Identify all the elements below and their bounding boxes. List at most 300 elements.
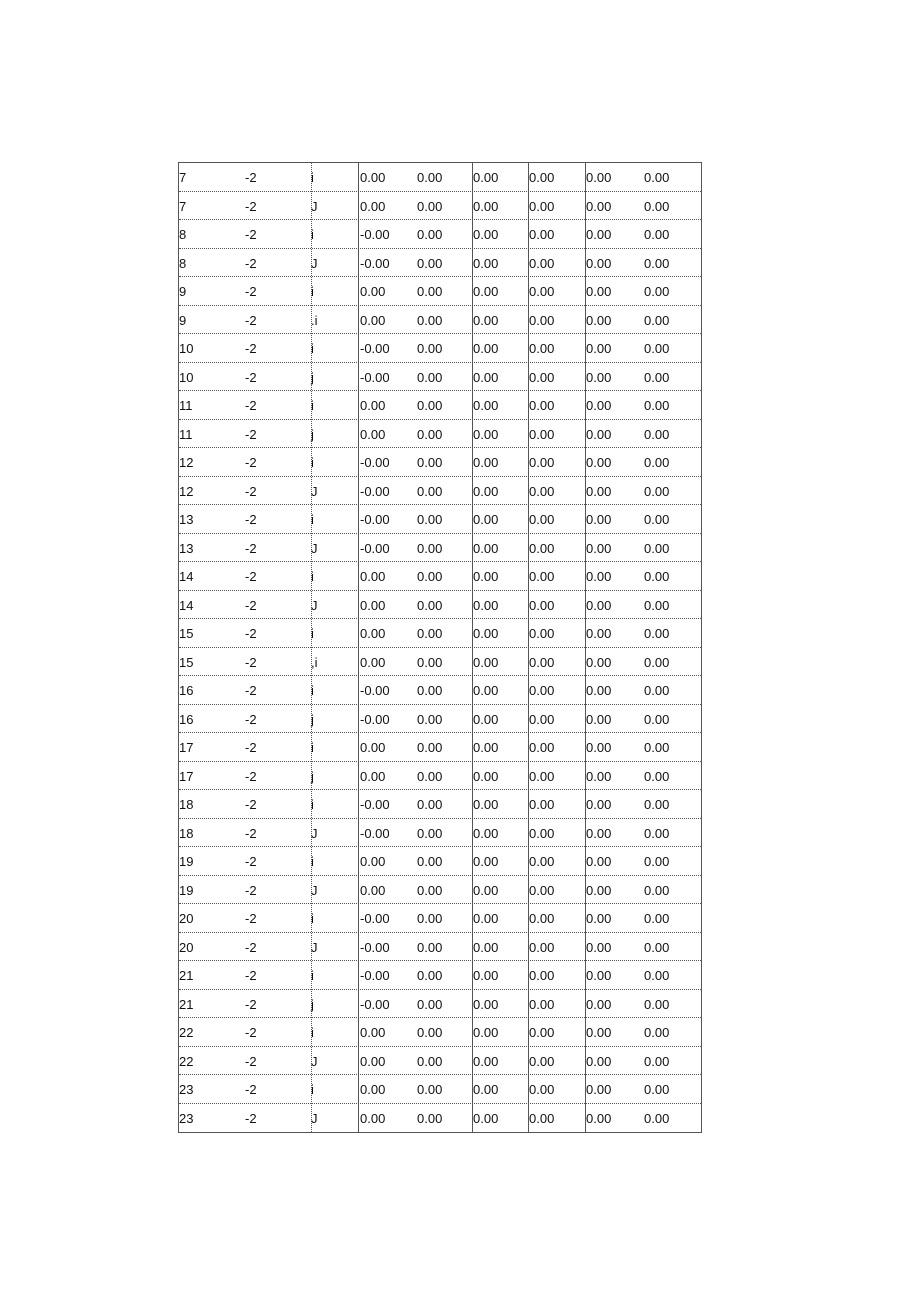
value-cell: 0.00 — [473, 312, 499, 328]
value-cell: 0.00 — [529, 1110, 555, 1126]
member-number-cell: 21 — [179, 996, 194, 1012]
value-cell: 0.00 — [360, 1053, 386, 1069]
value-cell: 0.00 — [586, 711, 612, 727]
load-case-cell: -2 — [245, 569, 257, 584]
value-cell: 0.00 — [360, 426, 386, 442]
value-cell: 0.00 — [473, 1025, 499, 1040]
value-cell: 0.00 — [586, 939, 612, 955]
member-number-cell: 7 — [179, 170, 187, 185]
member-end-cell: J — [311, 825, 318, 841]
load-case-cell: -2 — [245, 996, 257, 1012]
value-cell: 0.00 — [644, 797, 670, 812]
table-row — [179, 705, 701, 734]
value-cell: 0.00 — [417, 939, 443, 955]
value-cell: 0.00 — [529, 825, 555, 841]
value-cell: 0.00 — [473, 797, 499, 812]
load-case-cell: -2 — [245, 683, 257, 698]
value-cell: 0.00 — [644, 341, 670, 356]
value-cell: 0.00 — [417, 284, 443, 299]
value-cell: 0.00 — [586, 882, 612, 898]
value-cell: 0.00 — [586, 312, 612, 328]
member-number-cell: 19 — [179, 854, 194, 869]
value-cell: 0.00 — [473, 1110, 499, 1126]
value-cell: 0.00 — [417, 711, 443, 727]
member-end-cell: i — [311, 284, 314, 299]
value-cell: 0.00 — [529, 882, 555, 898]
member-end-cell: i — [311, 797, 314, 812]
value-cell: -0.00 — [360, 825, 390, 841]
value-cell: 0.00 — [360, 569, 386, 584]
value-cell: 0.00 — [473, 768, 499, 784]
value-cell: 0.00 — [360, 170, 386, 185]
member-end-cell: j — [311, 369, 314, 385]
value-cell: 0.00 — [586, 854, 612, 869]
value-cell: 0.00 — [360, 1082, 386, 1097]
value-cell: 0.00 — [644, 740, 670, 755]
value-cell: 0.00 — [529, 597, 555, 613]
value-cell: 0.00 — [473, 455, 499, 470]
value-cell: 0.00 — [644, 483, 670, 499]
member-end-cell: J — [311, 939, 318, 955]
member-number-cell: 23 — [179, 1110, 194, 1126]
value-cell: 0.00 — [417, 255, 443, 271]
table-row — [179, 505, 701, 534]
value-cell: 0.00 — [529, 683, 555, 698]
value-cell: 0.00 — [473, 626, 499, 641]
value-cell: 0.00 — [417, 597, 443, 613]
value-cell: 0.00 — [529, 284, 555, 299]
member-end-cell: J — [311, 483, 318, 499]
value-cell: -0.00 — [360, 911, 390, 926]
value-cell: 0.00 — [473, 939, 499, 955]
load-case-cell: -2 — [245, 227, 257, 242]
value-cell: 0.00 — [473, 1053, 499, 1069]
value-cell: 0.00 — [529, 740, 555, 755]
value-cell: 0.00 — [529, 540, 555, 556]
value-cell: 0.00 — [586, 825, 612, 841]
value-cell: 0.00 — [644, 255, 670, 271]
value-cell: 0.00 — [644, 626, 670, 641]
value-cell: 0.00 — [586, 569, 612, 584]
value-cell: -0.00 — [360, 483, 390, 499]
member-number-cell: 11 — [179, 426, 193, 442]
value-cell: 0.00 — [586, 654, 612, 670]
value-cell: 0.00 — [473, 426, 499, 442]
value-cell: 0.00 — [644, 540, 670, 556]
value-cell: 0.00 — [360, 1025, 386, 1040]
value-cell: 0.00 — [644, 768, 670, 784]
value-cell: -0.00 — [360, 512, 390, 527]
value-cell: 0.00 — [586, 483, 612, 499]
value-cell: 0.00 — [417, 740, 443, 755]
value-cell: 0.00 — [360, 654, 386, 670]
value-cell: 0.00 — [417, 455, 443, 470]
value-cell: 0.00 — [586, 426, 612, 442]
value-cell: 0.00 — [417, 341, 443, 356]
table-row — [179, 249, 701, 278]
member-end-cell: i — [311, 1082, 314, 1097]
value-cell: 0.00 — [473, 996, 499, 1012]
load-case-cell: -2 — [245, 882, 257, 898]
value-cell: 0.00 — [417, 540, 443, 556]
value-cell: 0.00 — [473, 825, 499, 841]
table-row — [179, 819, 701, 848]
load-case-cell: -2 — [245, 711, 257, 727]
member-end-cell: J — [311, 597, 318, 613]
value-cell: 0.00 — [473, 882, 499, 898]
load-case-cell: -2 — [245, 170, 257, 185]
load-case-cell: -2 — [245, 797, 257, 812]
member-end-cell: .i — [311, 312, 318, 328]
value-cell: 0.00 — [529, 854, 555, 869]
member-number-cell: 12 — [179, 483, 194, 499]
member-end-cell: i — [311, 911, 314, 926]
value-cell: 0.00 — [417, 312, 443, 328]
value-cell: 0.00 — [586, 341, 612, 356]
value-cell: 0.00 — [529, 227, 555, 242]
value-cell: 0.00 — [360, 626, 386, 641]
table-row — [179, 733, 701, 762]
value-cell: 0.00 — [360, 768, 386, 784]
value-cell: -0.00 — [360, 939, 390, 955]
load-case-cell: -2 — [245, 597, 257, 613]
value-cell: 0.00 — [360, 882, 386, 898]
value-cell: 0.00 — [417, 1082, 443, 1097]
load-case-cell: -2 — [245, 911, 257, 926]
value-cell: 0.00 — [644, 312, 670, 328]
value-cell: 0.00 — [586, 512, 612, 527]
member-number-cell: 15 — [179, 626, 194, 641]
load-case-cell: -2 — [245, 426, 257, 442]
value-cell: 0.00 — [529, 711, 555, 727]
value-cell: 0.00 — [586, 768, 612, 784]
value-cell: 0.00 — [473, 711, 499, 727]
value-cell: 0.00 — [417, 683, 443, 698]
member-end-cell: j — [311, 996, 314, 1012]
value-cell: 0.00 — [529, 255, 555, 271]
value-cell: 0.00 — [473, 398, 499, 413]
value-cell: 0.00 — [417, 483, 443, 499]
table-row — [179, 619, 701, 648]
value-cell: 0.00 — [417, 227, 443, 242]
table-row — [179, 1075, 701, 1104]
member-number-cell: 7 — [179, 198, 187, 214]
value-cell: 0.00 — [644, 911, 670, 926]
value-cell: 0.00 — [586, 597, 612, 613]
member-number-cell: 16 — [179, 711, 194, 727]
value-cell: 0.00 — [586, 740, 612, 755]
load-case-cell: -2 — [245, 825, 257, 841]
value-cell: 0.00 — [417, 1110, 443, 1126]
value-cell: 0.00 — [586, 968, 612, 983]
table-row — [179, 1047, 701, 1076]
table-row — [179, 648, 701, 677]
value-cell: 0.00 — [473, 369, 499, 385]
member-number-cell: 12 — [179, 455, 194, 470]
value-cell: 0.00 — [529, 426, 555, 442]
member-number-cell: 22 — [179, 1053, 194, 1069]
value-cell: 0.00 — [644, 198, 670, 214]
value-cell: -0.00 — [360, 996, 390, 1012]
value-cell: 0.00 — [417, 968, 443, 983]
member-number-cell: 10 — [179, 341, 194, 356]
value-cell: 0.00 — [473, 968, 499, 983]
value-cell: 0.00 — [417, 996, 443, 1012]
member-number-cell: 17 — [179, 768, 194, 784]
value-cell: 0.00 — [417, 768, 443, 784]
value-cell: 0.00 — [529, 768, 555, 784]
value-cell: 0.00 — [586, 683, 612, 698]
table-row — [179, 448, 701, 477]
value-cell: 0.00 — [473, 911, 499, 926]
value-cell: 0.00 — [417, 825, 443, 841]
value-cell: 0.00 — [473, 227, 499, 242]
member-number-cell: 18 — [179, 825, 194, 841]
load-case-cell: -2 — [245, 398, 257, 413]
value-cell: 0.00 — [529, 341, 555, 356]
value-cell: -0.00 — [360, 341, 390, 356]
load-case-cell: -2 — [245, 512, 257, 527]
value-cell: 0.00 — [644, 455, 670, 470]
value-cell: 0.00 — [417, 426, 443, 442]
value-cell: 0.00 — [644, 284, 670, 299]
value-cell: 0.00 — [644, 683, 670, 698]
value-cell: 0.00 — [473, 854, 499, 869]
table-row — [179, 391, 701, 420]
table-row — [179, 790, 701, 819]
value-cell: 0.00 — [586, 996, 612, 1012]
data-table — [178, 162, 702, 1133]
load-case-cell: -2 — [245, 540, 257, 556]
value-cell: 0.00 — [586, 911, 612, 926]
value-cell: 0.00 — [644, 1025, 670, 1040]
member-number-cell: 9 — [179, 284, 187, 299]
value-cell: 0.00 — [586, 255, 612, 271]
value-cell: -0.00 — [360, 455, 390, 470]
table-row — [179, 477, 701, 506]
value-cell: 0.00 — [417, 1025, 443, 1040]
member-end-cell: j — [311, 426, 314, 442]
value-cell: 0.00 — [360, 740, 386, 755]
member-number-cell: 11 — [179, 398, 193, 413]
load-case-cell: -2 — [245, 284, 257, 299]
value-cell: 0.00 — [644, 369, 670, 385]
value-cell: 0.00 — [473, 569, 499, 584]
value-cell: 0.00 — [644, 711, 670, 727]
value-cell: 0.00 — [644, 1053, 670, 1069]
value-cell: 0.00 — [586, 369, 612, 385]
value-cell: 0.00 — [529, 455, 555, 470]
value-cell: 0.00 — [586, 1053, 612, 1069]
value-cell: 0.00 — [586, 198, 612, 214]
value-cell: 0.00 — [360, 1110, 386, 1126]
value-cell: 0.00 — [360, 198, 386, 214]
member-number-cell: 19 — [179, 882, 194, 898]
value-cell: 0.00 — [644, 996, 670, 1012]
value-cell: 0.00 — [644, 227, 670, 242]
member-number-cell: 14 — [179, 597, 194, 613]
value-cell: 0.00 — [529, 512, 555, 527]
value-cell: 0.00 — [529, 1025, 555, 1040]
member-end-cell: i — [311, 968, 314, 983]
member-number-cell: 20 — [179, 911, 194, 926]
value-cell: -0.00 — [360, 540, 390, 556]
value-cell: 0.00 — [529, 911, 555, 926]
value-cell: 0.00 — [473, 683, 499, 698]
member-end-cell: i — [311, 341, 314, 356]
value-cell: 0.00 — [644, 939, 670, 955]
value-cell: 0.00 — [644, 654, 670, 670]
member-number-cell: 18 — [179, 797, 194, 812]
value-cell: 0.00 — [417, 398, 443, 413]
member-end-cell: i — [311, 854, 314, 869]
value-cell: 0.00 — [417, 1053, 443, 1069]
load-case-cell: -2 — [245, 626, 257, 641]
value-cell: 0.00 — [529, 996, 555, 1012]
member-end-cell: i — [311, 512, 314, 527]
table-row — [179, 961, 701, 990]
member-number-cell: 10 — [179, 369, 194, 385]
member-end-cell: i — [311, 455, 314, 470]
value-cell: 0.00 — [417, 911, 443, 926]
member-number-cell: 21 — [179, 968, 194, 983]
value-cell: 0.00 — [529, 939, 555, 955]
load-case-cell: -2 — [245, 483, 257, 499]
value-cell: 0.00 — [529, 198, 555, 214]
value-cell: 0.00 — [644, 512, 670, 527]
member-number-cell: 13 — [179, 540, 194, 556]
table-row — [179, 847, 701, 876]
value-cell: 0.00 — [586, 540, 612, 556]
value-cell: -0.00 — [360, 683, 390, 698]
member-end-cell: J — [311, 255, 318, 271]
value-cell: 0.00 — [360, 284, 386, 299]
value-cell: 0.00 — [586, 626, 612, 641]
value-cell: -0.00 — [360, 711, 390, 727]
value-cell: 0.00 — [473, 341, 499, 356]
value-cell: 0.00 — [586, 1025, 612, 1040]
table-row — [179, 990, 701, 1019]
value-cell: 0.00 — [473, 512, 499, 527]
value-cell: 0.00 — [417, 569, 443, 584]
table-row — [179, 762, 701, 791]
member-end-cell: ,i — [311, 654, 318, 670]
table-row — [179, 534, 701, 563]
member-end-cell: J — [311, 540, 318, 556]
table-row — [179, 904, 701, 933]
value-cell: -0.00 — [360, 797, 390, 812]
value-cell: 0.00 — [360, 398, 386, 413]
load-case-cell: -2 — [245, 1110, 257, 1126]
load-case-cell: -2 — [245, 768, 257, 784]
value-cell: 0.00 — [644, 170, 670, 185]
table-row — [179, 562, 701, 591]
value-cell: -0.00 — [360, 255, 390, 271]
value-cell: 0.00 — [644, 1110, 670, 1126]
member-number-cell: 8 — [179, 255, 187, 271]
load-case-cell: -2 — [245, 1082, 257, 1097]
value-cell: 0.00 — [586, 1110, 612, 1126]
value-cell: 0.00 — [586, 170, 612, 185]
value-cell: 0.00 — [417, 512, 443, 527]
load-case-cell: -2 — [245, 455, 257, 470]
table-row — [179, 591, 701, 620]
value-cell: 0.00 — [644, 968, 670, 983]
load-case-cell: -2 — [245, 198, 257, 214]
value-cell: 0.00 — [417, 797, 443, 812]
member-number-cell: 8 — [179, 227, 187, 242]
member-end-cell: i — [311, 398, 314, 413]
member-end-cell: j — [311, 768, 314, 784]
load-case-cell: -2 — [245, 854, 257, 869]
member-number-cell: 23 — [179, 1082, 194, 1097]
table-row — [179, 876, 701, 905]
value-cell: 0.00 — [586, 227, 612, 242]
value-cell: 0.00 — [473, 170, 499, 185]
table-row — [179, 420, 701, 449]
value-cell: 0.00 — [529, 1053, 555, 1069]
load-case-cell: -2 — [245, 255, 257, 271]
value-cell: 0.00 — [473, 255, 499, 271]
value-cell: -0.00 — [360, 369, 390, 385]
value-cell: 0.00 — [417, 170, 443, 185]
member-end-cell: J — [311, 1053, 318, 1069]
load-case-cell: -2 — [245, 312, 257, 328]
member-end-cell: i — [311, 626, 314, 641]
value-cell: 0.00 — [417, 654, 443, 670]
table-row — [179, 334, 701, 363]
value-cell: 0.00 — [417, 626, 443, 641]
table-row — [179, 220, 701, 249]
table-row — [179, 1018, 701, 1047]
member-end-cell: i — [311, 1025, 314, 1040]
value-cell: 0.00 — [586, 1082, 612, 1097]
value-cell: 0.00 — [586, 284, 612, 299]
member-number-cell: 17 — [179, 740, 194, 755]
value-cell: 0.00 — [644, 854, 670, 869]
value-cell: 0.00 — [529, 398, 555, 413]
member-number-cell: 14 — [179, 569, 194, 584]
value-cell: 0.00 — [529, 654, 555, 670]
value-cell: 0.00 — [473, 654, 499, 670]
value-cell: 0.00 — [644, 426, 670, 442]
member-end-cell: i — [311, 569, 314, 584]
value-cell: 0.00 — [529, 626, 555, 641]
member-end-cell: i — [311, 170, 314, 185]
table-row — [179, 933, 701, 962]
member-end-cell: i — [311, 740, 314, 755]
table-row — [179, 163, 701, 192]
value-cell: 0.00 — [473, 284, 499, 299]
value-cell: 0.00 — [529, 483, 555, 499]
table-row — [179, 676, 701, 705]
value-cell: 0.00 — [529, 170, 555, 185]
value-cell: 0.00 — [644, 1082, 670, 1097]
table-row — [179, 306, 701, 335]
value-cell: 0.00 — [473, 1082, 499, 1097]
value-cell: 0.00 — [417, 882, 443, 898]
value-cell: 0.00 — [360, 312, 386, 328]
value-cell: 0.00 — [529, 797, 555, 812]
member-end-cell: i — [311, 683, 314, 698]
table-row — [179, 277, 701, 306]
value-cell: 0.00 — [529, 569, 555, 584]
value-cell: 0.00 — [644, 882, 670, 898]
member-number-cell: 20 — [179, 939, 194, 955]
value-cell: 0.00 — [473, 597, 499, 613]
value-cell: 0.00 — [417, 198, 443, 214]
value-cell: 0.00 — [360, 597, 386, 613]
